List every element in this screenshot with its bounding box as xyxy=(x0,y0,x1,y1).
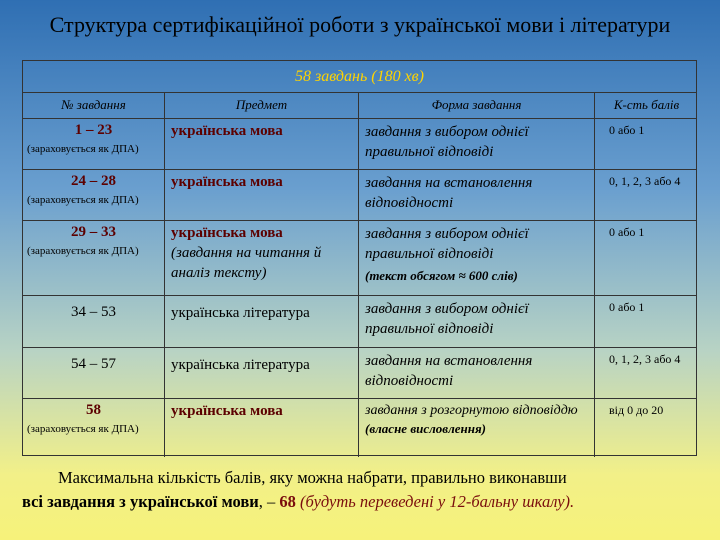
table-row xyxy=(23,119,696,170)
table-row xyxy=(23,399,696,457)
task-form: завдання з вибором однієї правильної відповіді xyxy=(365,226,529,262)
header-task-number: № завдання xyxy=(23,93,165,118)
subject: українська мова xyxy=(171,403,283,419)
table-header-row xyxy=(23,93,696,119)
table-row xyxy=(23,170,696,221)
score: 0 або 1 xyxy=(609,300,645,314)
task-number: 34 – 53 xyxy=(71,304,116,320)
task-form: завдання на встановлення відповідності xyxy=(365,175,533,211)
subject: українська мова xyxy=(171,225,283,241)
dpa-note: (зараховується як ДПА) xyxy=(27,143,139,155)
task-form: завдання з розгорнутою відповіддю xyxy=(365,403,578,418)
task-number: 1 – 23 xyxy=(74,122,113,138)
header-score: К-сть балів xyxy=(613,97,680,112)
footer-line-1: Максимальна кількість балів, яку можна набрати, правильно виконавши xyxy=(58,468,567,487)
subject: українська мова xyxy=(171,123,283,139)
table-row xyxy=(23,221,696,296)
text-volume-note: (текст обсягом ≈ 600 слів) xyxy=(365,268,518,283)
task-number: 58 xyxy=(86,402,101,418)
task-number: 29 – 33 xyxy=(71,224,116,240)
max-score-footer xyxy=(22,466,702,514)
header-form: Форма завдання xyxy=(359,93,595,118)
subject: українська література xyxy=(171,305,310,321)
structure-table xyxy=(22,60,697,456)
subject: українська мова xyxy=(171,174,283,190)
subject: українська література xyxy=(171,357,310,373)
task-number: 54 – 57 xyxy=(71,356,116,372)
header-subject: Предмет xyxy=(165,93,359,118)
dpa-note: (зараховується як ДПА) xyxy=(27,194,139,206)
score: 0, 1, 2, 3 або 4 xyxy=(609,352,681,366)
task-form: завдання з вибором однієї правильної відповіді xyxy=(365,301,529,337)
footer-period: . xyxy=(570,492,575,511)
subject-subtitle: (завдання на читання й аналіз тексту) xyxy=(171,245,322,281)
table-row xyxy=(23,348,696,399)
footer-dash: , – xyxy=(258,492,280,511)
task-number: 24 – 28 xyxy=(71,173,116,189)
footer-scale-note: (будуть переведені у 12-бальну шкалу) xyxy=(295,492,571,511)
footer-line-2 xyxy=(22,490,702,514)
score: 0 або 1 xyxy=(609,123,645,137)
table-summary: 58 завдань (180 хв) xyxy=(23,61,696,93)
table-row xyxy=(23,296,696,348)
dpa-note: (зараховується як ДПА) xyxy=(27,245,139,257)
task-form: завдання на встановлення відповідності xyxy=(365,353,533,389)
own-statement-note: (власне висловлення) xyxy=(365,421,487,436)
task-form: завдання з вибором однієї правильної відповіді xyxy=(365,124,529,160)
footer-max-score: 68 xyxy=(279,492,296,511)
score: 0 або 1 xyxy=(609,225,645,239)
score: 0, 1, 2, 3 або 4 xyxy=(609,174,681,188)
score: від 0 до 20 xyxy=(609,403,664,417)
slide-title: Структура сертифікаційної роботи з української мови і літератури xyxy=(49,12,671,37)
footer-bold-subject: всі завдання з української мови xyxy=(22,492,259,511)
dpa-note: (зараховується як ДПА) xyxy=(27,423,139,435)
